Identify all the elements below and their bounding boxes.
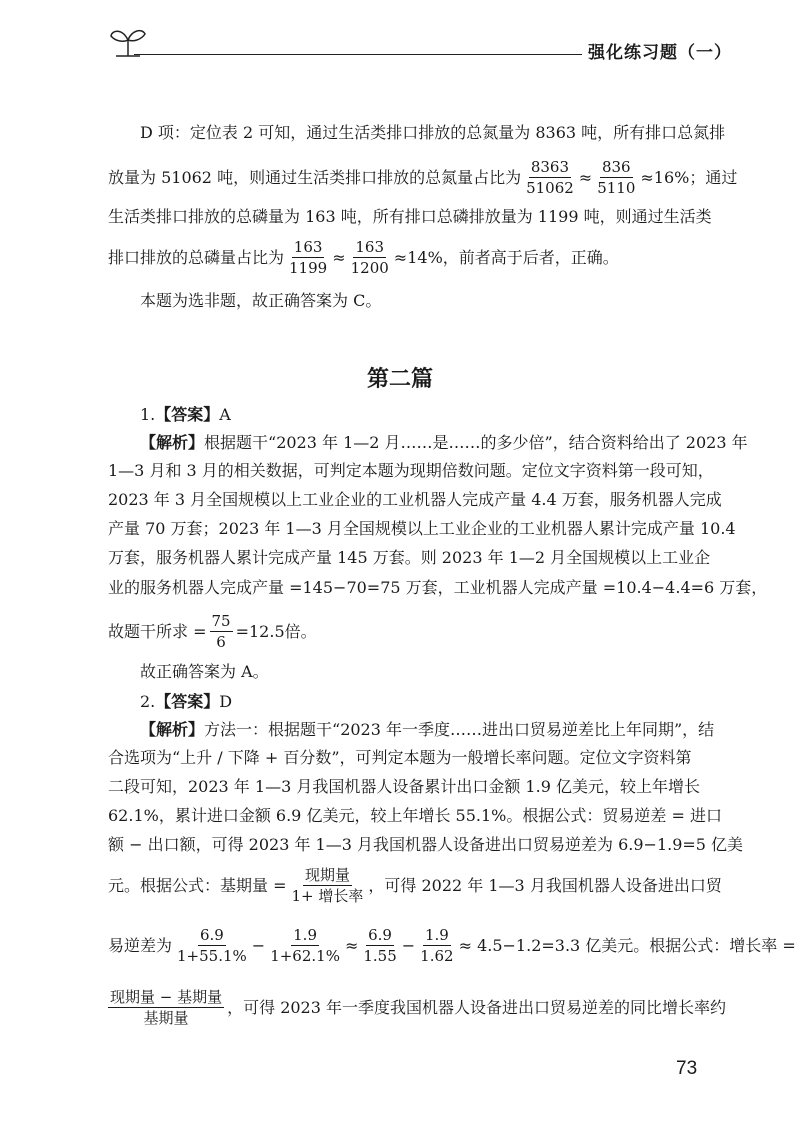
q1-answer [140,404,231,426]
denominator: 51062 [526,178,574,197]
text: ≈ 4.5−1.2=3.3 亿美元。根据公式：增长率 = [458,936,796,955]
para-d-line-4 [108,237,619,277]
q2-line-3: 二段可知，2023 年 1—3 月我国机器人设备累计出口金额 1.9 亿美元，较上年增长 [108,777,700,796]
fraction [524,157,576,198]
approx-sign: ≈ [332,248,346,267]
denominator: 1+62.1% [270,946,340,965]
answer-value: D [219,692,233,711]
minus-sign: − [251,936,266,955]
sprout-icon [108,22,148,58]
q1-line-4: 产量 70 万套；2023 年 1—3 月全国规模以上工业企业的工业机器人累计完成产量 10.4 [108,519,736,538]
denominator: 6 [216,632,226,651]
answer-value: A [219,405,231,424]
text: =12.5倍。 [235,622,317,641]
q2-line-6 [108,866,722,906]
q1-line-6: 业的服务机器人完成产量 =145−70=75 万套，工业机器人完成产量 =10.4−4.4=6 万套， [108,578,768,597]
answer-tag: 【答案】 [155,692,220,711]
text: ，可得 2022 年 1—3 月我国机器人设备进出口贸 [368,876,722,895]
text: ≈14%，前者高于后者，正确。 [393,248,619,267]
numerator: 163 [355,237,385,256]
answer-tag: 【答案】 [155,405,220,424]
denominator: 1199 [289,258,328,277]
question-number: 2. [140,692,156,711]
q1-line-1 [140,432,748,454]
q1-line-7 [108,612,317,652]
text: ，可得 2023 年一季度我国机器人设备进出口贸易逆差的同比增长率约 [227,998,727,1017]
explanation-tag: 【解析】 [140,720,205,739]
numerator: 163 [293,237,323,256]
text: ≈16%；通过 [640,168,738,187]
text: 元。根据公式：基期量 = [108,876,287,895]
numerator: 1.9 [424,925,449,944]
denominator: 1+ 增长率 [291,886,364,905]
numerator: 现期量 − 基期量 [110,987,223,1006]
numerator: 75 [211,611,231,630]
fraction [108,987,224,1028]
fraction [595,157,637,198]
text: 故题干所求 = [108,622,207,641]
text: 根据题干“2023 年 1—2 月……是……的多少倍”，结合资料给出了 2023 年 [204,433,748,452]
fraction [349,237,391,278]
q2-line-5: 额 − 出口额，可得 2023 年 1—3 月我国机器人设备进出口贸易逆差为 6.9−1.9=5 亿美 [108,835,744,854]
page-number: 73 [676,1058,698,1079]
section-title: 第二篇 [366,366,433,392]
approx-sign: ≈ [578,168,593,187]
fraction [210,611,233,652]
header-rule [134,54,582,55]
header-title: 强化练习题（一） [588,43,732,63]
fraction [290,865,366,906]
q2-line-2: 合选项为“上升 / 下降 + 百分数”，可判定本题为一般增长率问题。定位文字资料第 [108,748,692,767]
numerator: 6.9 [199,925,224,944]
page-header [0,0,800,70]
numerator: 8363 [530,157,570,176]
q2-answer [140,691,232,713]
denominator: 基期量 [143,1008,189,1027]
para-d-line-5: 本题为选非题，故正确答案为 C。 [140,291,382,310]
text: 易逆差为 [108,936,173,955]
q1-line-3: 2023 年 3 月全国规模以上工业企业的工业机器人完成产量 4.4 万套，服务机器人完成 [108,490,722,509]
text: 放量为 51062 吨，则通过生活类排口排放的总氮量占比为 [108,168,522,187]
denominator: 5110 [597,178,636,197]
denominator: 1200 [350,258,389,277]
para-d-line-1: D 项：定位表 2 可知，通过生活类排口排放的总氮量为 8363 吨，所有排口总氮排 [140,123,726,142]
numerator: 1.9 [293,925,317,944]
minus-sign: − [401,936,416,955]
q2-line-7 [108,925,796,967]
para-d-line-2 [108,157,738,197]
text: 排口排放的总磷量占比为 [108,248,285,267]
numerator: 6.9 [368,925,392,944]
numerator: 836 [601,157,631,176]
text: 方法一：根据题干“2023 年一季度……进出口贸易逆差比上年同期”，结 [204,720,715,739]
fraction [418,925,455,966]
question-number: 1. [140,405,156,424]
q1-line-2: 1—3 月和 3 月的相关数据，可判定本题为现期倍数问题。定位文字资料第一段可知， [108,461,714,480]
fraction [175,925,249,966]
q1-line-8: 故正确答案为 A。 [140,662,269,681]
fraction [361,925,398,966]
approx-sign: ≈ [344,936,359,955]
explanation-tag: 【解析】 [140,433,205,452]
denominator: 1.62 [420,946,454,965]
q2-line-4: 62.1%，累计进口金额 6.9 亿美元，较上年增长 55.1%。根据公式：贸易逆差 = 进口 [108,806,722,825]
fraction [287,237,329,278]
q2-line-1 [140,719,714,741]
q1-line-5: 万套，服务机器人累计完成产量 145 万套。则 2023 年 1—2 月全国规模以上工业企 [108,548,711,567]
fraction [268,925,342,966]
q2-line-8 [108,986,726,1030]
denominator: 1.55 [363,946,397,965]
numerator: 现期量 [304,865,350,884]
denominator: 1+55.1% [177,946,247,965]
para-d-line-3: 生活类排口排放的总磷量为 163 吨，所有排口总磷排放量为 1199 吨，则通过生活类 [108,207,712,226]
